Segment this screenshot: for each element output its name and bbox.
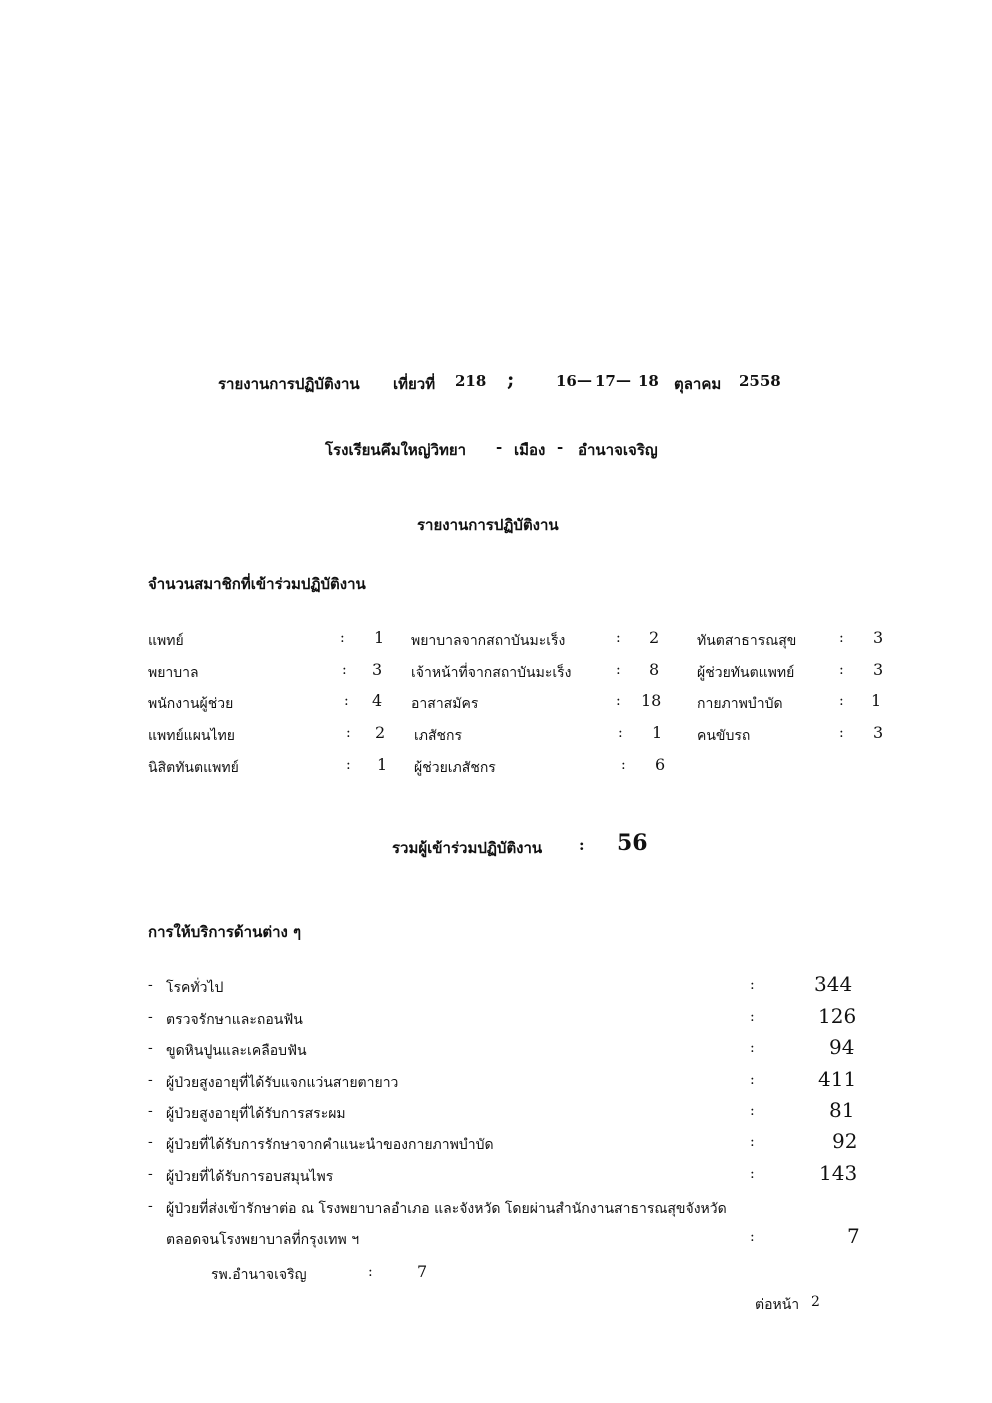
member-value: 1 — [374, 628, 385, 647]
referral-sub-value: 7 — [417, 1262, 428, 1281]
member-label: ผู้ช่วยทันตแพทย์ — [697, 665, 795, 681]
continued-label: ต่อหน้า — [755, 1297, 800, 1313]
member-colon: : — [621, 757, 626, 773]
referral-colon: : — [750, 1229, 755, 1245]
header-year: 2558 — [739, 372, 781, 390]
member-label: นิสิตทันตแพทย์ — [148, 760, 239, 776]
member-value: 6 — [655, 755, 666, 774]
service-colon: : — [750, 977, 755, 993]
member-label: พยาบาลจากสถาบันมะเร็ง — [411, 633, 566, 649]
header-round-label: เที่ยวที่ — [393, 375, 436, 393]
referral-line-2: ตลอดจนโรงพยาบาลที่กรุงเทพ ฯ — [166, 1232, 360, 1248]
member-colon: : — [346, 725, 351, 741]
member-label: แพทย์ — [148, 633, 184, 649]
service-colon: : — [750, 1134, 755, 1150]
member-colon: : — [839, 630, 844, 646]
service-bullet: - — [148, 1009, 153, 1025]
member-value: 2 — [649, 628, 660, 647]
member-label: กายภาพบำบัด — [697, 696, 783, 712]
member-label: อาสาสมัคร — [411, 696, 479, 712]
total-value: 56 — [617, 830, 648, 856]
location-school: โรงเรียนคึมใหญ่วิทยา — [325, 441, 467, 459]
service-value: 94 — [829, 1035, 855, 1059]
member-colon: : — [344, 693, 349, 709]
referral-sub-colon: : — [368, 1264, 373, 1280]
header-label: รายงานการปฏิบัติงาน — [218, 375, 360, 393]
member-value: 3 — [873, 628, 884, 647]
next-page-number: 2 — [811, 1294, 820, 1310]
service-colon: : — [750, 1166, 755, 1182]
header-separator: ; — [507, 367, 515, 391]
service-label: ผู้ป่วยที่ได้รับการรักษาจากคำแนะนำของกายภาพบำบัด — [166, 1137, 494, 1153]
member-label: ผู้ช่วยเภสัชกร — [414, 760, 496, 776]
member-value: 4 — [372, 691, 383, 710]
members-heading: จำนวนสมาชิกที่เข้าร่วมปฏิบัติงาน — [148, 575, 366, 593]
service-bullet: - — [148, 1040, 153, 1056]
service-label: ผู้ป่วยสูงอายุที่ได้รับแจกแว่นสายตายาว — [166, 1075, 399, 1091]
header-dash2: — — [616, 371, 631, 389]
service-label: ขูดหินปูนและเคลือบฟัน — [166, 1043, 307, 1059]
service-value: 126 — [818, 1004, 857, 1028]
member-colon: : — [839, 662, 844, 678]
service-colon: : — [750, 1103, 755, 1119]
service-bullet: - — [148, 1166, 153, 1182]
service-label: ผู้ป่วยสูงอายุที่ได้รับการสระผม — [166, 1106, 346, 1122]
member-value: 2 — [375, 723, 386, 742]
member-value: 18 — [641, 691, 662, 710]
service-bullet: - — [148, 977, 153, 993]
header-day3: 18 — [638, 372, 659, 390]
member-label: พยาบาล — [148, 665, 199, 681]
member-label: แพทย์แผนไทย — [148, 728, 235, 744]
total-colon: : — [579, 836, 585, 854]
service-bullet: - — [148, 1103, 153, 1119]
service-value: 344 — [814, 972, 853, 996]
location-sep-1: - — [496, 438, 503, 456]
header-round: 218 — [455, 372, 487, 390]
service-bullet: - — [148, 1198, 153, 1214]
member-colon: : — [340, 630, 345, 646]
referral-line-1: ผู้ป่วยที่ส่งเข้ารักษาต่อ ณ โรงพยาบาลอำเภอ และจังหวัด โดยผ่านสำนักงานสาธารณสุขจังหวัด — [166, 1201, 727, 1217]
location-province: อำนาจเจริญ — [578, 441, 658, 459]
member-colon: : — [616, 630, 621, 646]
referral-sub-label: รพ.อำนาจเจริญ — [211, 1267, 307, 1283]
member-label: เภสัชกร — [414, 728, 463, 744]
header-day1: 16 — [556, 372, 577, 390]
member-value: 1 — [377, 755, 388, 774]
member-value: 1 — [652, 723, 663, 742]
service-value: 143 — [819, 1161, 858, 1185]
services-heading: การให้บริการด้านต่าง ๆ — [148, 923, 302, 941]
referral-value: 7 — [847, 1224, 860, 1248]
member-value: 3 — [873, 723, 884, 742]
service-colon: : — [750, 1072, 755, 1088]
location-district: เมือง — [514, 441, 546, 459]
member-label: ทันตสาธารณสุข — [697, 633, 797, 649]
service-label: ตรวจรักษาและถอนฟัน — [166, 1012, 303, 1028]
member-value: 1 — [871, 691, 882, 710]
service-label: ผู้ป่วยที่ได้รับการอบสมุนไพร — [166, 1169, 334, 1185]
member-label: พนักงานผู้ช่วย — [148, 696, 234, 712]
service-value: 81 — [829, 1098, 855, 1122]
member-colon: : — [346, 757, 351, 773]
service-colon: : — [750, 1040, 755, 1056]
member-colon: : — [342, 662, 347, 678]
member-value: 3 — [372, 660, 383, 679]
member-value: 3 — [873, 660, 884, 679]
header-dash1: — — [577, 371, 592, 389]
service-label: โรคทั่วไป — [166, 980, 224, 996]
service-colon: : — [750, 1009, 755, 1025]
member-colon: : — [616, 662, 621, 678]
member-value: 8 — [649, 660, 660, 679]
service-value: 411 — [818, 1067, 857, 1091]
header-day2: 17 — [595, 372, 616, 390]
total-label: รวมผู้เข้าร่วมปฏิบัติงาน — [392, 839, 543, 857]
member-colon: : — [839, 693, 844, 709]
member-colon: : — [616, 693, 621, 709]
member-colon: : — [839, 725, 844, 741]
member-label: เจ้าหน้าที่จากสถาบันมะเร็ง — [411, 665, 572, 681]
header-month: ตุลาคม — [674, 375, 722, 393]
service-bullet: - — [148, 1072, 153, 1088]
member-colon: : — [618, 725, 623, 741]
location-sep-2: - — [557, 438, 564, 456]
service-value: 92 — [832, 1129, 858, 1153]
service-bullet: - — [148, 1134, 153, 1150]
member-label: คนขับรถ — [697, 728, 751, 744]
report-title: รายงานการปฏิบัติงาน — [417, 516, 559, 534]
